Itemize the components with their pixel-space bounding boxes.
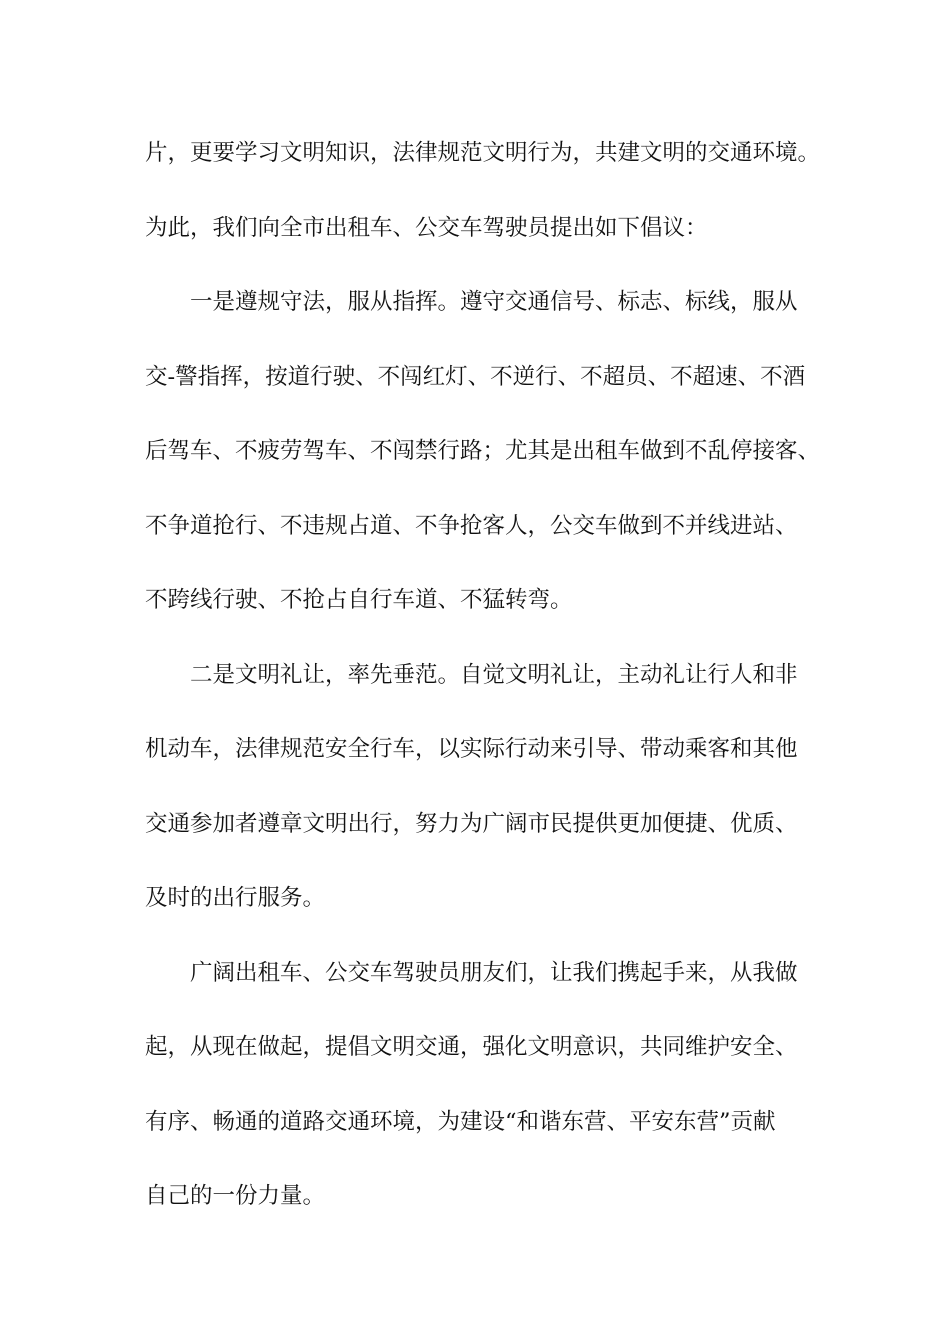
text-line: 不争道抢行、不违规占道、不争抢客人，公交车做到不并线进站、 — [145, 512, 798, 539]
text-line: 不跨线行驶、不抢占自行车道、不猛转弯。 — [145, 587, 573, 613]
text-line: 起，从现在做起，提倡文明交通，强化文明意识，共同维护安全、 — [145, 1034, 798, 1060]
text-line: 有序、畅通的道路交通环境，为建设“和谐东营、平安东营”贡献 — [145, 1108, 776, 1135]
paragraph-first-line: 二是文明礼让，率先垂范。自觉文明礼让，主动礼让行人和非 — [190, 661, 798, 688]
text-line: 机动车，法律规范安全行车，以实际行动来引导、带动乘客和其他 — [145, 736, 798, 762]
text-line: 为此，我们向全市出租车、公交车驾驶员提出如下倡议： — [145, 214, 708, 241]
paragraph-first-line: 广阔出租车、公交车驾驶员朋友们，让我们携起手来，从我做 — [190, 959, 798, 986]
text-line: 自己的一份力量。 — [145, 1183, 326, 1209]
text-line: 交-警指挥，按道行驶、不闯红灯、不逆行、不超员、不超速、不酒 — [145, 363, 806, 390]
paragraph-first-line: 一是遵规守法，服从指挥。遵守交通信号、标志、标线，服从 — [190, 289, 798, 315]
text-line: 交通参加者遵章文明出行，努力为广阔市民提供更加便捷、优质、 — [145, 810, 798, 837]
text-line: 后驾车、不疲劳驾车、不闯禁行路；尤其是出租车做到不乱停接客、 — [145, 438, 821, 464]
document-body — [145, 130, 825, 1248]
text-line: 及时的出行服务。 — [145, 885, 326, 911]
text-line: 片，更要学习文明知识，法律规范文明行为，共建文明的交通环境。 — [145, 140, 821, 166]
